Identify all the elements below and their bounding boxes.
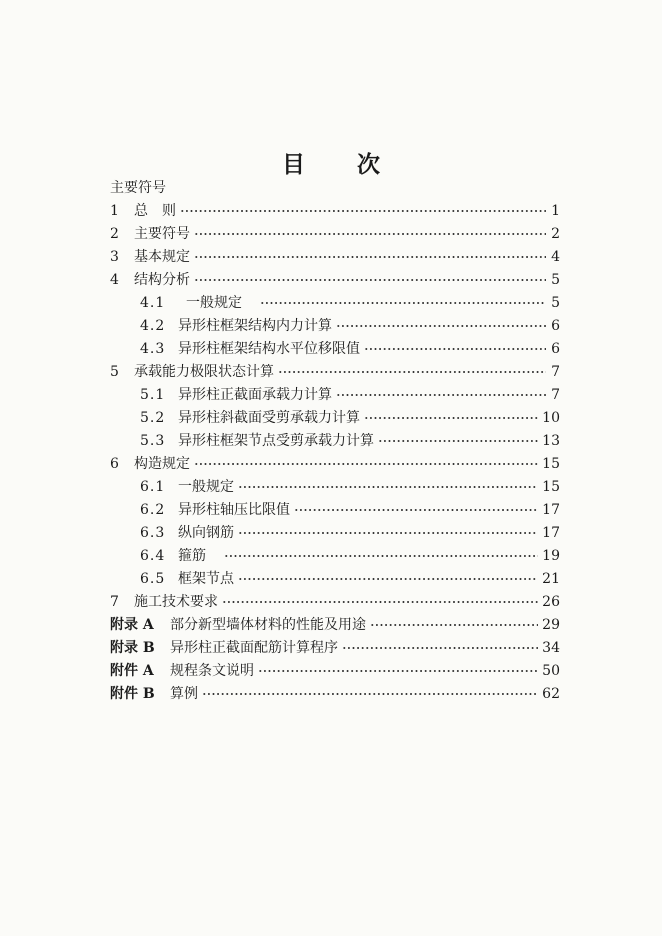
dot-leader [364,348,546,350]
entry-number: 附件 B [110,686,155,702]
toc-entry[interactable] [140,546,560,566]
toc-entry[interactable] [140,569,560,589]
toc-entry[interactable] [110,201,560,221]
toc-entry[interactable] [110,638,560,658]
toc-entry[interactable] [110,247,560,267]
entry-number: 5.3 [140,433,166,449]
entry-number: 附录 B [110,640,155,656]
entry-label: 主要符号 [134,226,190,242]
toc-entry[interactable] [140,477,560,497]
entry-label: 异形柱正截面承载力计算 [178,387,332,403]
entry-page: 17 [542,525,560,541]
entry-page: 62 [542,686,560,702]
entry-label: 异形柱轴压比限值 [178,502,290,518]
entry-page: 19 [542,548,560,564]
entry-number: 1 [110,203,119,219]
entry-page: 5 [551,295,560,311]
page-title: 目 次 [281,151,402,178]
dot-leader [378,440,538,442]
dot-leader [336,325,546,327]
entry-page: 6 [551,318,560,334]
dot-leader [260,302,546,304]
dot-leader [202,693,538,695]
entry-number: 4 [110,272,119,288]
entry-page: 26 [542,594,560,610]
entry-page: 15 [542,456,560,472]
entry-label: 异形柱框架结构内力计算 [178,318,332,334]
entry-number: 6.4 [140,548,166,564]
entry-number: 4.3 [140,341,166,357]
entry-label: 异形柱正截面配筋计算程序 [170,640,338,656]
toc-entry[interactable] [110,592,560,612]
entry-number: 7 [110,594,119,610]
entry-page: 10 [542,410,560,426]
toc-entry[interactable] [110,224,560,244]
entry-number: 6.1 [140,479,166,495]
entry-page: 4 [551,249,560,265]
entry-number: 3 [110,249,119,265]
entry-page: 21 [542,571,560,587]
entry-label: 框架节点 [178,571,234,587]
entry-label: 异形柱框架结构水平位移限值 [178,341,360,357]
entry-page: 13 [542,433,560,449]
dot-leader [222,601,538,603]
toc-entry[interactable] [140,316,560,336]
entry-number: 6 [110,456,119,472]
entry-label: 算例 [170,686,198,702]
entry-label: 承载能力极限状态计算 [134,364,274,380]
dot-leader [342,647,538,649]
toc-entry[interactable] [110,270,560,290]
entry-page: 7 [551,387,560,403]
dot-leader [370,624,538,626]
entry-page: 7 [551,364,560,380]
dot-leader [194,256,546,258]
toc-entry[interactable] [110,362,560,382]
dot-leader [278,371,546,373]
toc-entry[interactable] [140,339,560,359]
toc-entry[interactable] [110,615,560,635]
entry-page: 17 [542,502,560,518]
entry-label: 施工技术要求 [134,594,218,610]
entry-label: 基本规定 [134,249,190,265]
entry-label: 异形柱框架节点受剪承载力计算 [178,433,374,449]
dot-leader [194,463,538,465]
dot-leader [194,233,546,235]
toc-entry[interactable] [140,293,560,313]
toc-entry[interactable] [140,431,560,451]
toc-entry[interactable] [110,454,560,474]
entry-page: 6 [551,341,560,357]
entry-page: 15 [542,479,560,495]
dot-leader [238,532,538,534]
dot-leader [294,509,538,511]
entry-label: 规程条文说明 [170,663,254,679]
toc-entry[interactable] [140,500,560,520]
entry-number: 附件 A [110,663,154,679]
entry-number: 2 [110,226,119,242]
entry-label: 构造规定 [134,456,190,472]
toc-entry[interactable] [140,408,560,428]
dot-leader [238,578,538,580]
dot-leader [364,417,538,419]
entry-number: 6.2 [140,502,166,518]
toc-heading: 主要符号 [110,180,166,196]
entry-page: 5 [551,272,560,288]
toc-entry[interactable] [110,661,560,681]
entry-label: 一般规定 [178,479,234,495]
entry-label: 一般规定 [186,295,242,311]
entry-label: 总 则 [134,203,176,219]
entry-number: 4.1 [140,295,166,311]
entry-number: 6.3 [140,525,166,541]
entry-number: 6.5 [140,571,166,587]
entry-number: 4.2 [140,318,166,334]
entry-label: 箍筋 [178,548,206,564]
entry-page: 34 [542,640,560,656]
toc-entry[interactable] [140,523,560,543]
entry-number: 5.1 [140,387,166,403]
toc-entry[interactable] [110,684,560,704]
entry-label: 纵向钢筋 [178,525,234,541]
entry-page: 29 [542,617,560,633]
entry-label: 结构分析 [134,272,190,288]
toc-entry[interactable] [140,385,560,405]
entry-page: 1 [551,203,560,219]
entry-label: 部分新型墙体材料的性能及用途 [170,617,366,633]
dot-leader [224,555,538,557]
entry-label: 异形柱斜截面受剪承载力计算 [178,410,360,426]
dot-leader [180,210,546,212]
dot-leader [336,394,546,396]
dot-leader [238,486,538,488]
entry-number: 5.2 [140,410,166,426]
dot-leader [194,279,546,281]
entry-number: 附录 A [110,617,154,633]
dot-leader [258,670,538,672]
entry-number: 5 [110,364,119,380]
entry-page: 2 [551,226,560,242]
entry-page: 50 [542,663,560,679]
